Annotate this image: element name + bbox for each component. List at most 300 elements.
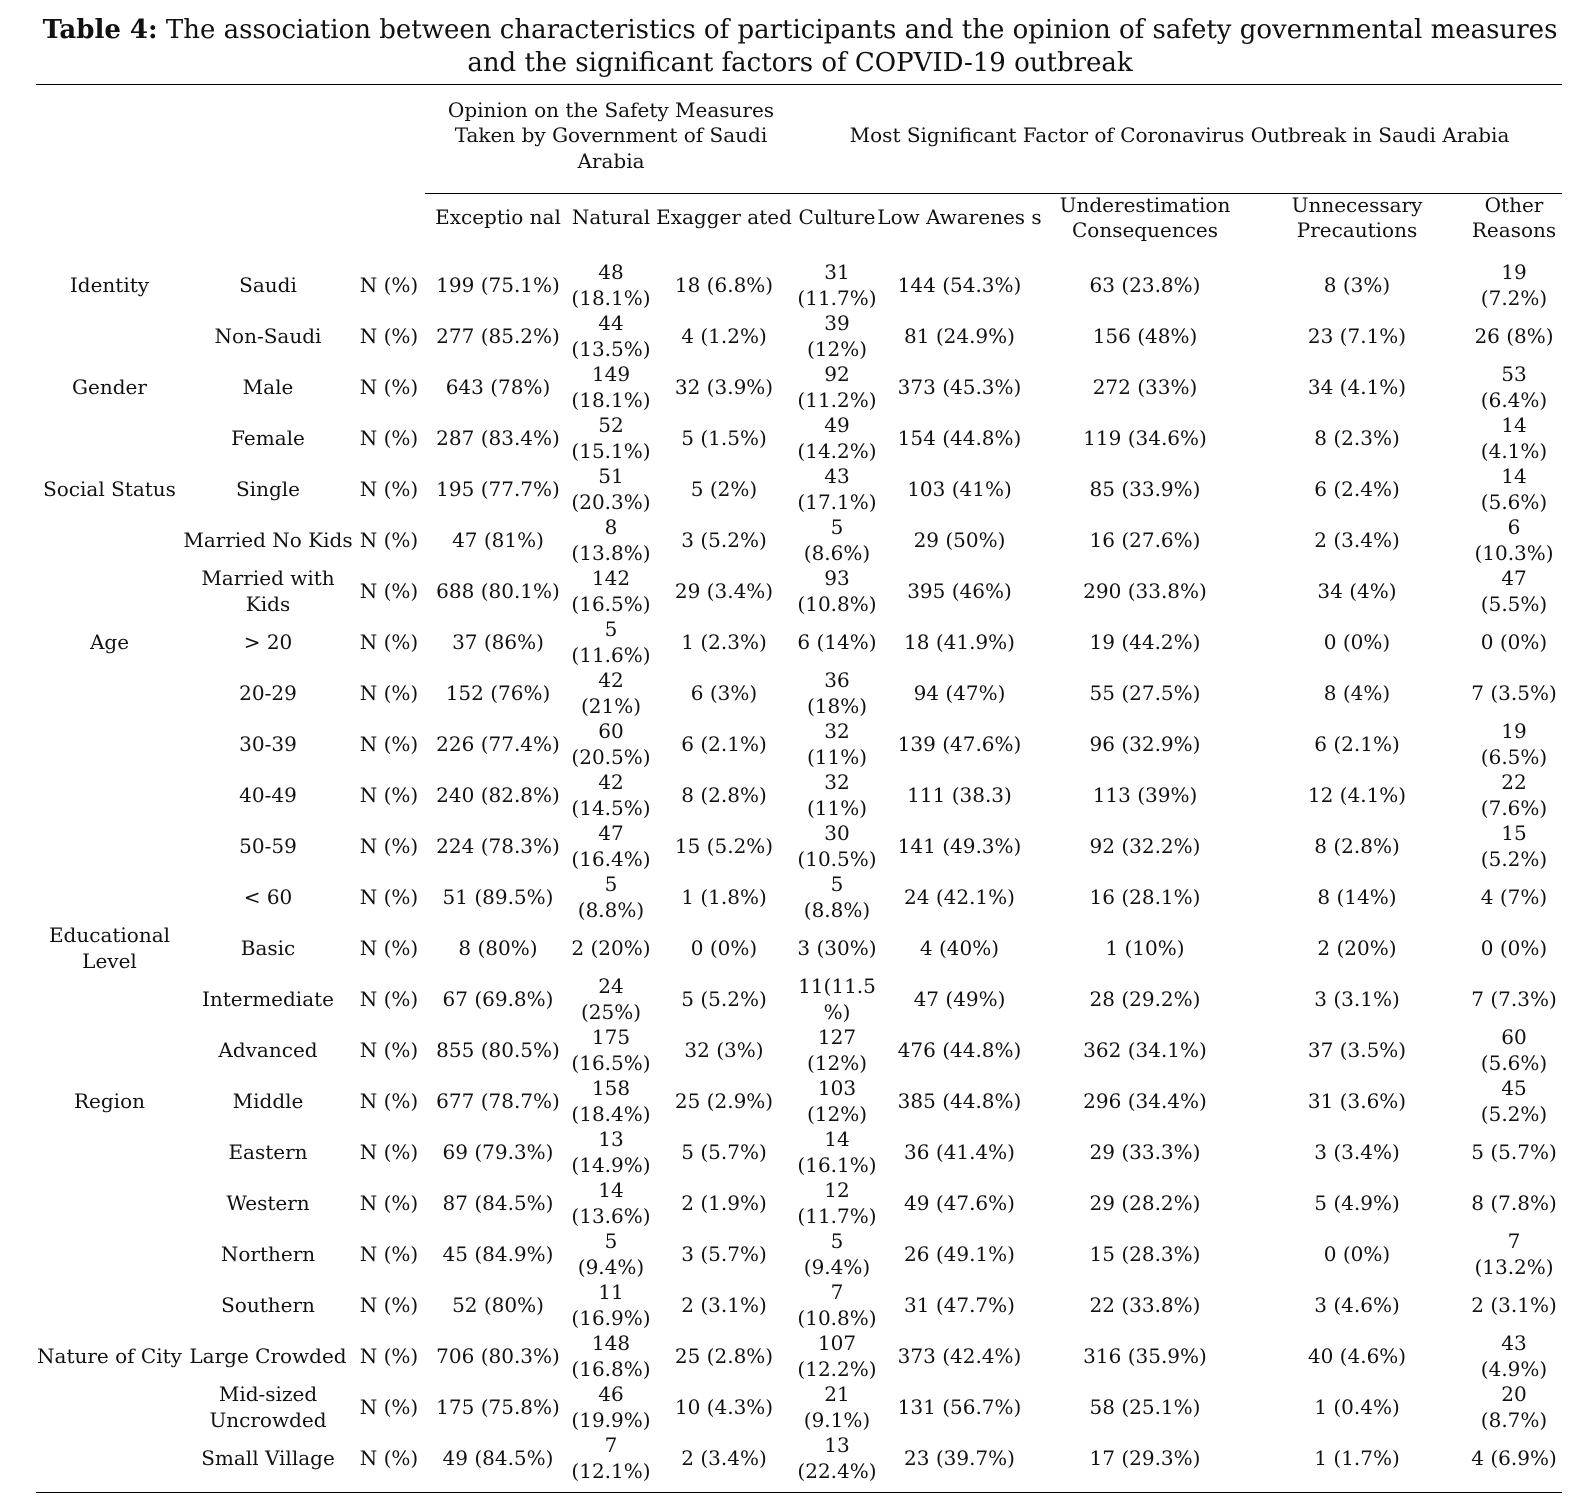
value-cell: 8 (13.8%) [571, 515, 651, 565]
category-label: Large Crowded [189, 1343, 347, 1368]
value-cell: 2 (3.1%) [681, 1292, 767, 1317]
group-label [36, 1382, 183, 1433]
value-cell: 25 (2.9%) [674, 1088, 774, 1113]
value-cell: 47 (49%) [913, 986, 1006, 1011]
value-cell: 3 (3.1%) [1314, 986, 1400, 1011]
category-label: Single [235, 476, 300, 501]
column-header: Underestimation Consequences [1059, 192, 1231, 242]
table-row [36, 1433, 1562, 1484]
stat-label: N (%) [359, 374, 419, 399]
value-cell: 158 (18.4%) [571, 1076, 651, 1126]
value-cell: 31 (47.7%) [904, 1292, 1015, 1317]
column-header: Other Reasons [1471, 192, 1557, 242]
value-cell: 11 (16.9%) [571, 1280, 651, 1330]
value-cell: 277 (85.2%) [436, 323, 560, 348]
column-header: Natural [571, 205, 651, 230]
value-cell: 49 (47.6%) [904, 1190, 1015, 1215]
value-cell: 14 (5.6%) [1480, 464, 1548, 514]
table-row [36, 1178, 1562, 1229]
group-label: Identity [69, 272, 150, 297]
value-cell: 226 (77.4%) [436, 731, 560, 756]
value-cell: 8 (14%) [1317, 884, 1397, 909]
value-cell: 24 (42.1%) [904, 884, 1015, 909]
category-label: Married with Kids [201, 566, 335, 616]
table-row [36, 566, 1562, 617]
stat-label: N (%) [359, 1037, 419, 1062]
value-cell: 3 (5.2%) [681, 527, 767, 552]
value-cell: 32 (3.9%) [674, 374, 774, 399]
group-label: Region [73, 1088, 145, 1113]
category-label: Advanced [218, 1037, 318, 1062]
value-cell: 0 (0%) [1480, 629, 1548, 654]
category-label: Northern [220, 1241, 316, 1266]
value-cell: 142 (16.5%) [571, 566, 651, 616]
value-cell: 8 (2.8%) [681, 782, 767, 807]
table-row [36, 668, 1562, 719]
value-cell: 385 (44.8%) [897, 1088, 1022, 1113]
value-cell: 316 (35.9%) [1083, 1343, 1207, 1368]
stat-label: N (%) [359, 1343, 419, 1368]
category-label: 30-39 [239, 731, 297, 756]
stat-label: N (%) [359, 1139, 419, 1164]
value-cell: 0 (0%) [1323, 629, 1391, 654]
value-cell: 5 (2%) [690, 476, 758, 501]
value-cell: 34 (4.1%) [1307, 374, 1407, 399]
value-cell: 13 (22.4%) [797, 1433, 877, 1483]
table-row [36, 719, 1562, 770]
bottom-rule [36, 1492, 1562, 1493]
group-label: Age [89, 629, 130, 654]
value-cell: 195 (77.7%) [436, 476, 560, 501]
value-cell: 26 (8%) [1474, 323, 1554, 348]
value-cell: 6 (10.3%) [1474, 515, 1554, 565]
value-cell: 0 (0%) [690, 935, 758, 960]
header-group-factor: Most Significant Factor of Coronavirus Outbreak in Saudi Arabia [849, 123, 1510, 148]
group-label [36, 311, 183, 362]
stat-label: N (%) [359, 1445, 419, 1470]
value-cell: 26 (49.1%) [904, 1241, 1015, 1266]
value-cell: 2 (3.1%) [1471, 1292, 1557, 1317]
category-label: Mid-sized Uncrowded [209, 1382, 327, 1432]
group-label [36, 1178, 183, 1229]
value-cell: 290 (33.8%) [1083, 578, 1207, 603]
value-cell: 2 (20%) [1317, 935, 1397, 960]
table-row [36, 1331, 1562, 1382]
column-header: Low Awarenes s [877, 205, 1042, 230]
value-cell: 127 (12%) [806, 1025, 868, 1075]
value-cell: 5 (5.7%) [1471, 1139, 1557, 1164]
value-cell: 1 (0.4%) [1314, 1394, 1400, 1419]
column-header: Exceptio nal [435, 205, 561, 230]
value-cell: 3 (5.7%) [681, 1241, 767, 1266]
value-cell: 199 (75.1%) [436, 272, 560, 297]
stat-label: N (%) [359, 629, 419, 654]
value-cell: 395 (46%) [907, 578, 1012, 603]
value-cell: 45 (5.2%) [1480, 1076, 1548, 1126]
value-cell: 296 (34.4%) [1083, 1088, 1207, 1113]
value-cell: 1 (1.8%) [681, 884, 767, 909]
group-label [36, 515, 183, 566]
value-cell: 224 (78.3%) [436, 833, 560, 858]
stat-label: N (%) [359, 731, 419, 756]
value-cell: 6 (3%) [690, 680, 758, 705]
stat-label: N (%) [359, 1394, 419, 1419]
value-cell: 81 (24.9%) [904, 323, 1015, 348]
value-cell: 47 (5.5%) [1480, 566, 1548, 616]
value-cell: 144 (54.3%) [897, 272, 1022, 297]
group-label [36, 770, 183, 821]
category-label: Eastern [228, 1139, 308, 1164]
table-row [36, 617, 1562, 668]
category-label: Middle [232, 1088, 304, 1113]
value-cell: 2 (1.9%) [681, 1190, 767, 1215]
group-label [36, 1127, 183, 1178]
group-label [36, 974, 183, 1025]
value-cell: 7 (13.2%) [1474, 1229, 1554, 1279]
value-cell: 43 (17.1%) [797, 464, 877, 514]
value-cell: 139 (47.6%) [897, 731, 1022, 756]
table-row [36, 515, 1562, 566]
group-label: Social Status [43, 476, 176, 501]
value-cell: 3 (30%) [797, 935, 877, 960]
category-label: Married No Kids [183, 527, 353, 552]
group-label: Educational Level [48, 923, 171, 973]
value-cell: 175 (16.5%) [571, 1025, 651, 1075]
value-cell: 37 (86%) [452, 629, 544, 654]
column-header: Culture [798, 205, 876, 230]
value-cell: 14 (4.1%) [1480, 413, 1548, 463]
value-cell: 20 (8.7%) [1480, 1382, 1548, 1432]
value-cell: 11(11.5 %) [798, 974, 876, 1024]
value-cell: 643 (78%) [445, 374, 551, 399]
value-cell: 23 (7.1%) [1307, 323, 1407, 348]
category-label: Southern [221, 1292, 315, 1317]
stat-label: N (%) [359, 935, 419, 960]
value-cell: 30 (10.5%) [797, 821, 877, 871]
value-cell: 22 (7.6%) [1480, 770, 1548, 820]
value-cell: 44 (13.5%) [571, 311, 651, 361]
category-label: 40-49 [239, 782, 297, 807]
category-label: Intermediate [201, 986, 334, 1011]
value-cell: 19 (7.2%) [1480, 260, 1548, 310]
value-cell: 49 (14.2%) [797, 413, 877, 463]
value-cell: 43 (4.9%) [1480, 1331, 1548, 1381]
value-cell: 29 (50%) [913, 527, 1006, 552]
value-cell: 85 (33.9%) [1089, 476, 1201, 501]
value-cell: 111 (38.3) [907, 782, 1012, 807]
value-cell: 103 (41%) [907, 476, 1012, 501]
stat-label: N (%) [359, 425, 419, 450]
value-cell: 5 (8.6%) [803, 515, 871, 565]
value-cell: 60 (20.5%) [571, 719, 651, 769]
table-row [36, 362, 1562, 413]
header-spacer [36, 176, 425, 260]
group-label [36, 821, 183, 872]
caption-rule [36, 84, 1562, 85]
value-cell: 4 (6.9%) [1471, 1445, 1557, 1470]
table-row [36, 464, 1562, 515]
value-cell: 25 (2.8%) [674, 1343, 774, 1368]
stat-label: N (%) [359, 986, 419, 1011]
stat-label: N (%) [359, 578, 419, 603]
value-cell: 131 (56.7%) [897, 1394, 1022, 1419]
header-spacer [36, 96, 425, 176]
value-cell: 8 (7.8%) [1471, 1190, 1557, 1215]
value-cell: 58 (25.1%) [1089, 1394, 1201, 1419]
category-label: Western [226, 1190, 310, 1215]
value-cell: 107 (12.2%) [797, 1331, 877, 1381]
value-cell: 29 (3.4%) [674, 578, 774, 603]
value-cell: 240 (82.8%) [436, 782, 560, 807]
stat-label: N (%) [359, 476, 419, 501]
value-cell: 5 (9.4%) [803, 1229, 871, 1279]
value-cell: 0 (0%) [1323, 1241, 1391, 1266]
value-cell: 94 (47%) [913, 680, 1006, 705]
stat-label: N (%) [359, 1292, 419, 1317]
group-label: Gender [72, 374, 147, 399]
value-cell: 5 (4.9%) [1314, 1190, 1400, 1215]
table-title: The association between characteristics of participants and the opinion of safety governmental measures and the significant factors of COPVID-19 outbreak [157, 15, 1558, 78]
stat-label: N (%) [359, 680, 419, 705]
value-cell: 15 (5.2%) [1480, 821, 1548, 871]
value-cell: 5 (8.8%) [803, 872, 871, 922]
table-caption [30, 14, 1570, 80]
value-cell: 29 (28.2%) [1089, 1190, 1201, 1215]
value-cell: 45 (84.9%) [442, 1241, 554, 1266]
value-cell: 19 (44.2%) [1089, 629, 1201, 654]
value-cell: 39 (12%) [806, 311, 868, 361]
value-cell: 7 (12.1%) [571, 1433, 651, 1483]
value-cell: 6 (2.1%) [681, 731, 767, 756]
category-label: Non-Saudi [214, 323, 322, 348]
value-cell: 3 (4.6%) [1314, 1292, 1400, 1317]
table-row [36, 260, 1562, 311]
value-cell: 12 (4.1%) [1307, 782, 1407, 807]
value-cell: 36 (41.4%) [904, 1139, 1015, 1164]
value-cell: 34 (4%) [1317, 578, 1397, 603]
value-cell: 13 (14.9%) [571, 1127, 651, 1177]
category-label: > 20 [243, 629, 293, 654]
category-label: < 60 [243, 884, 293, 909]
table-body [36, 260, 1562, 1484]
group-label [36, 1025, 183, 1076]
value-cell: 4 (7%) [1480, 884, 1548, 909]
value-cell: 16 (27.6%) [1089, 527, 1201, 552]
value-cell: 688 (80.1%) [436, 578, 560, 603]
category-label: Female [231, 425, 305, 450]
table-row [36, 1280, 1562, 1331]
table-row [36, 974, 1562, 1025]
table-row [36, 1025, 1562, 1076]
group-label [36, 1229, 183, 1280]
value-cell: 24 (25%) [580, 974, 642, 1024]
value-cell: 154 (44.8%) [897, 425, 1022, 450]
table-row [36, 1076, 1562, 1127]
category-label: Saudi [239, 272, 297, 297]
column-header: Exagger ated [656, 205, 792, 230]
value-cell: 46 (19.9%) [571, 1382, 651, 1432]
table-row [36, 821, 1562, 872]
value-cell: 1 (2.3%) [681, 629, 767, 654]
value-cell: 362 (34.1%) [1083, 1037, 1207, 1062]
value-cell: 93 (10.8%) [797, 566, 877, 616]
stat-label: N (%) [359, 833, 419, 858]
value-cell: 51 (20.3%) [571, 464, 651, 514]
table-row [36, 413, 1562, 464]
value-cell: 287 (83.4%) [436, 425, 560, 450]
category-label: 50-59 [239, 833, 297, 858]
value-cell: 8 (3%) [1323, 272, 1391, 297]
table-label: Table 4: [42, 15, 158, 45]
value-cell: 67 (69.8%) [442, 986, 554, 1011]
stat-label: N (%) [359, 1190, 419, 1215]
category-label: Male [242, 374, 294, 399]
value-cell: 51 (89.5%) [442, 884, 554, 909]
value-cell: 373 (42.4%) [897, 1343, 1022, 1368]
value-cell: 2 (20%) [571, 935, 651, 960]
value-cell: 5 (11.6%) [571, 617, 651, 667]
group-label [36, 668, 183, 719]
stat-label: N (%) [359, 1088, 419, 1113]
value-cell: 32 (3%) [684, 1037, 764, 1062]
value-cell: 31 (11.7%) [797, 260, 877, 310]
value-cell: 63 (23.8%) [1089, 272, 1201, 297]
value-cell: 148 (16.8%) [571, 1331, 651, 1381]
value-cell: 96 (32.9%) [1089, 731, 1201, 756]
group-label [36, 1433, 183, 1484]
value-cell: 706 (80.3%) [436, 1343, 560, 1368]
value-cell: 42 (21%) [580, 668, 642, 718]
value-cell: 152 (76%) [445, 680, 551, 705]
value-cell: 60 (5.6%) [1480, 1025, 1548, 1075]
group-label [36, 413, 183, 464]
value-cell: 7 (10.8%) [797, 1280, 877, 1330]
stat-label: N (%) [359, 884, 419, 909]
header-group-opinion: Opinion on the Safety Measures Taken by Government of Saudi Arabia [447, 97, 775, 173]
stat-label: N (%) [359, 272, 419, 297]
value-cell: 119 (34.6%) [1083, 425, 1207, 450]
value-cell: 92 (11.2%) [797, 362, 877, 412]
value-cell: 12 (11.7%) [797, 1178, 877, 1228]
data-table [36, 96, 1562, 1484]
value-cell: 52 (80%) [452, 1292, 544, 1317]
value-cell: 47 (81%) [452, 527, 544, 552]
value-cell: 42 (14.5%) [571, 770, 651, 820]
table-row [36, 872, 1562, 923]
value-cell: 476 (44.8%) [897, 1037, 1022, 1062]
value-cell: 18 (6.8%) [674, 272, 774, 297]
group-label [36, 566, 183, 617]
value-cell: 1 (1.7%) [1314, 1445, 1400, 1470]
value-cell: 272 (33%) [1092, 374, 1198, 399]
value-cell: 18 (41.9%) [904, 629, 1015, 654]
value-cell: 5 (9.4%) [577, 1229, 645, 1279]
value-cell: 7 (3.5%) [1471, 680, 1557, 705]
value-cell: 36 (18%) [806, 668, 868, 718]
value-cell: 103 (12%) [806, 1076, 868, 1126]
value-cell: 19 (6.5%) [1480, 719, 1548, 769]
table-row [36, 1127, 1562, 1178]
value-cell: 149 (18.1%) [571, 362, 651, 412]
value-cell: 7 (7.3%) [1471, 986, 1557, 1011]
value-cell: 6 (2.1%) [1314, 731, 1400, 756]
table-row [36, 1382, 1562, 1433]
value-cell: 6 (14%) [797, 629, 877, 654]
value-cell: 855 (80.5%) [436, 1037, 560, 1062]
value-cell: 2 (3.4%) [681, 1445, 767, 1470]
category-label: 20-29 [239, 680, 297, 705]
value-cell: 15 (28.3%) [1089, 1241, 1201, 1266]
stat-label: N (%) [359, 527, 419, 552]
value-cell: 32 (11%) [806, 719, 868, 769]
value-cell: 48 (18.1%) [571, 260, 651, 310]
value-cell: 21 (9.1%) [803, 1382, 871, 1432]
stat-label: N (%) [359, 323, 419, 348]
value-cell: 3 (3.4%) [1314, 1139, 1400, 1164]
value-cell: 8 (2.8%) [1314, 833, 1400, 858]
value-cell: 6 (2.4%) [1314, 476, 1400, 501]
value-cell: 69 (79.3%) [442, 1139, 554, 1164]
column-header: Unnecessary Precautions [1291, 192, 1423, 242]
category-label: Small Village [201, 1445, 335, 1470]
value-cell: 47 (16.4%) [571, 821, 651, 871]
value-cell: 28 (29.2%) [1089, 986, 1201, 1011]
value-cell: 14 (16.1%) [797, 1127, 877, 1177]
value-cell: 141 (49.3%) [897, 833, 1022, 858]
value-cell: 8 (4%) [1323, 680, 1391, 705]
value-cell: 15 (5.2%) [674, 833, 774, 858]
table-row [36, 311, 1562, 362]
value-cell: 23 (39.7%) [904, 1445, 1015, 1470]
value-cell: 14 (13.6%) [571, 1178, 651, 1228]
value-cell: 8 (2.3%) [1314, 425, 1400, 450]
value-cell: 677 (78.7%) [436, 1088, 560, 1113]
table-row [36, 770, 1562, 821]
group-label [36, 872, 183, 923]
stat-label: N (%) [359, 1241, 419, 1266]
value-cell: 16 (28.1%) [1089, 884, 1201, 909]
value-cell: 22 (33.8%) [1089, 1292, 1201, 1317]
value-cell: 5 (8.8%) [577, 872, 645, 922]
value-cell: 373 (45.3%) [897, 374, 1022, 399]
value-cell: 113 (39%) [1092, 782, 1198, 807]
value-cell: 49 (84.5%) [442, 1445, 554, 1470]
value-cell: 4 (1.2%) [681, 323, 767, 348]
value-cell: 92 (32.2%) [1089, 833, 1201, 858]
value-cell: 32 (11%) [806, 770, 868, 820]
value-cell: 53 (6.4%) [1480, 362, 1548, 412]
table-row [36, 923, 1562, 974]
value-cell: 52 (15.1%) [571, 413, 651, 463]
value-cell: 37 (3.5%) [1307, 1037, 1407, 1062]
table-row [36, 1229, 1562, 1280]
value-cell: 5 (5.7%) [681, 1139, 767, 1164]
value-cell: 87 (84.5%) [442, 1190, 554, 1215]
value-cell: 29 (33.3%) [1089, 1139, 1201, 1164]
value-cell: 0 (0%) [1480, 935, 1548, 960]
value-cell: 40 (4.6%) [1307, 1343, 1407, 1368]
group-label [36, 1280, 183, 1331]
value-cell: 31 (3.6%) [1307, 1088, 1407, 1113]
value-cell: 2 (3.4%) [1314, 527, 1400, 552]
value-cell: 156 (48%) [1092, 323, 1198, 348]
category-label: Basic [240, 935, 296, 960]
value-cell: 55 (27.5%) [1089, 680, 1201, 705]
value-cell: 4 (40%) [919, 935, 1000, 960]
value-cell: 175 (75.8%) [436, 1394, 560, 1419]
value-cell: 10 (4.3%) [674, 1394, 774, 1419]
value-cell: 1 (10%) [1105, 935, 1185, 960]
